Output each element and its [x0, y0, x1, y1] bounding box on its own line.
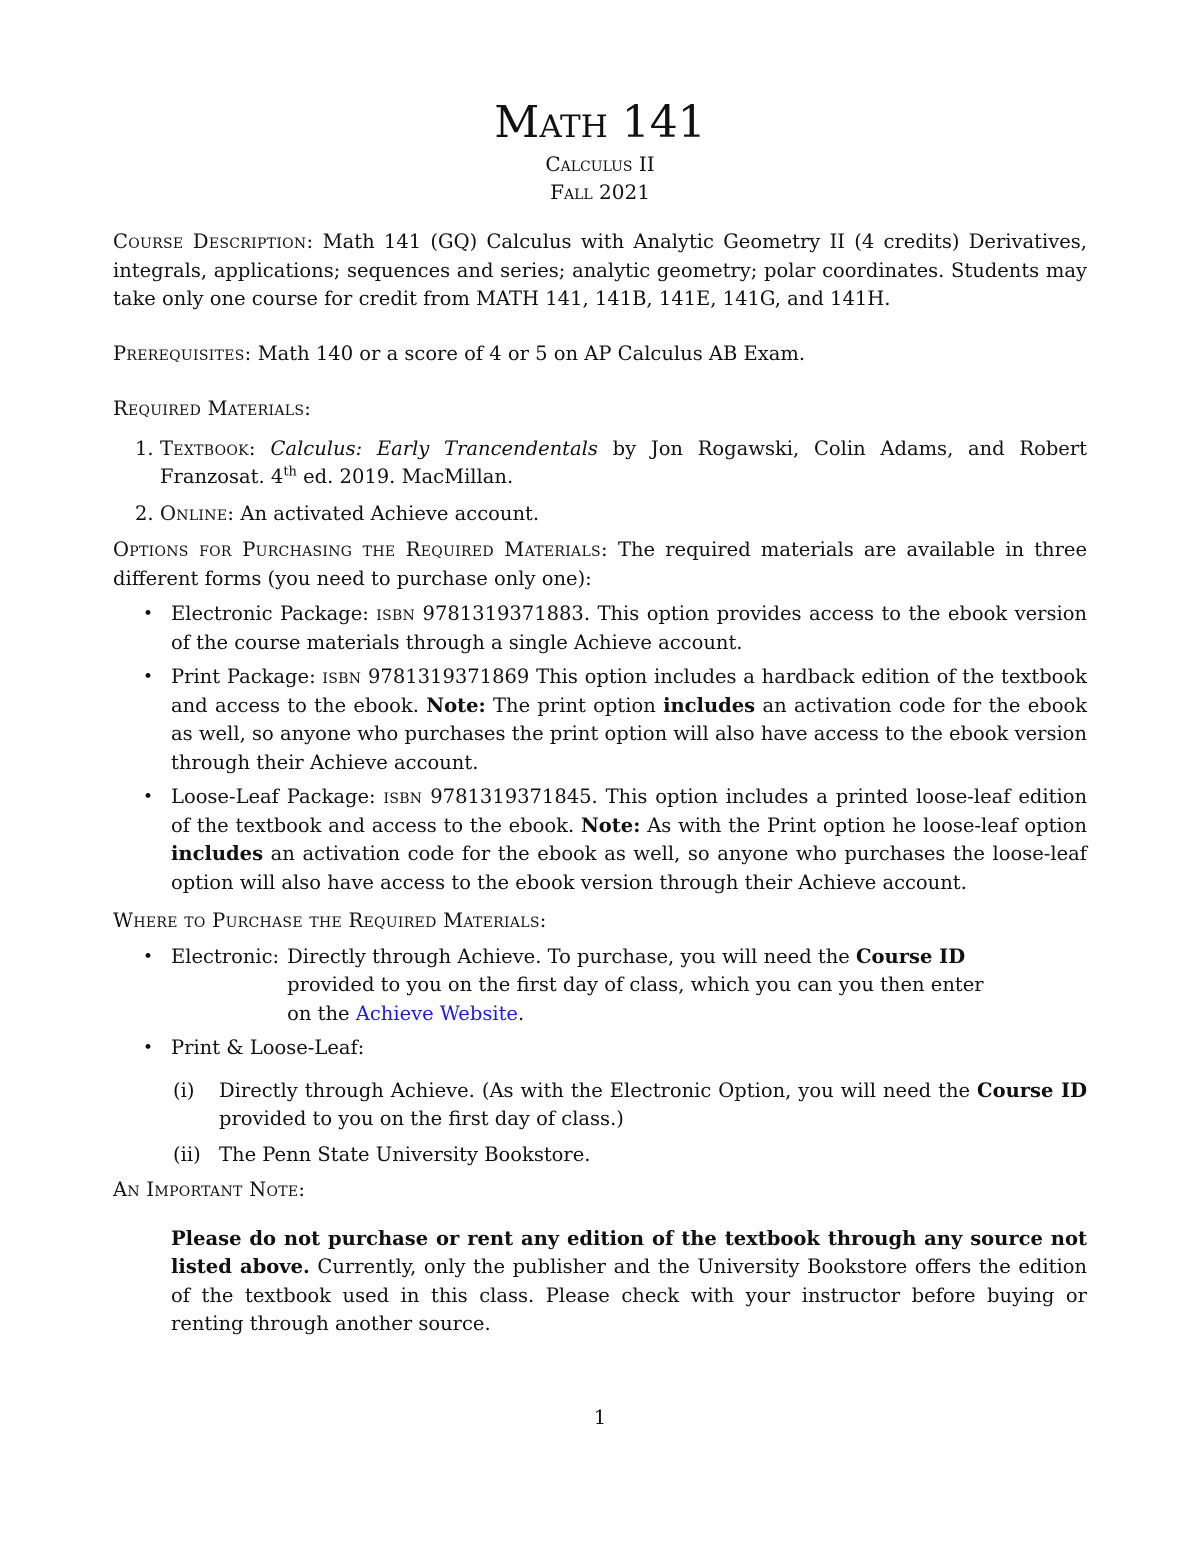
purchase-options-intro-paragraph [113, 536, 1087, 593]
prerequisites-label: Prerequisites: [113, 341, 252, 365]
course-term: Fall 2021 [550, 180, 650, 204]
purchase-options-list [113, 600, 1087, 897]
required-materials-label: Required Materials: [113, 397, 312, 420]
prerequisites [113, 340, 1087, 369]
note-emphasis: includes [663, 693, 756, 717]
option-text: This option includes a hardback edition of the textbook and access to the ebook. [171, 665, 1087, 717]
bullet-icon: • [143, 604, 154, 624]
roman-numeral: (i) [173, 1078, 195, 1102]
textbook-label: Textbook: [160, 436, 256, 460]
electronic-entry [171, 943, 1087, 1029]
list-item-electronic [113, 943, 1087, 1029]
page-number: 1 [593, 1406, 607, 1429]
required-materials-list [113, 435, 1087, 529]
important-note-label: An Important Note: [113, 1178, 306, 1201]
list-item-electronic-package [113, 600, 1087, 657]
roman-numeral: (ii) [173, 1142, 201, 1166]
electronic-text: Directly through Achieve. To purchase, you will need the [287, 944, 850, 968]
electronic-body [279, 943, 995, 1029]
note-text: an activation code for the ebook as well, so anyone who purchases the loose-leaf option will also have access to the ebook version through their Achieve account. [171, 842, 1088, 894]
sublist-text: provided to you on the first day of class.) [219, 1107, 624, 1130]
option-name: Electronic Package: [171, 602, 369, 625]
electronic-text-end: . [517, 1001, 525, 1025]
note-emphasis: includes [171, 842, 264, 865]
important-note-warning: Please do not purchase or rent any edition of the textbook through any source not listed above. [171, 1226, 1087, 1278]
sublist-item [113, 1077, 1087, 1134]
list-number: 1. [135, 436, 154, 460]
option-text: This option provides access to the ebook version of the course materials through a single Achieve account. [171, 602, 1087, 654]
textbook-title: Calculus: Early Trancendentals [270, 436, 598, 460]
list-item-online [113, 500, 1087, 529]
isbn-value: 9781319371869 [368, 665, 530, 688]
textbook-authors: by Jon Rogawski, Colin Adams, and Robert Franzosat. 4 [160, 436, 1088, 488]
list-item-textbook [113, 435, 1087, 492]
list-item-print-loose-leaf [113, 1034, 1087, 1063]
course-description [113, 228, 1087, 314]
list-number: 2. [135, 501, 154, 525]
edition-superscript: th [283, 464, 297, 480]
document-body [113, 0, 1087, 1339]
electronic-label: Electronic: [171, 944, 280, 968]
note-text: The print option [493, 693, 656, 717]
sublist-item [113, 1141, 1087, 1170]
required-materials [113, 395, 1087, 528]
option-text: This option includes a printed loose-leaf edition of the textbook and access to the ebook. [171, 785, 1088, 837]
isbn-value: 9781319371883. [422, 602, 591, 625]
note-text: an activation code for the ebook as well, so anyone who purchases the print option will also have access to the ebook version through their Achieve account. [171, 693, 1088, 774]
textbook-edition: ed. 2019. MacMillan. [303, 465, 514, 488]
note-text: As with the Print option he loose-leaf option [647, 813, 1087, 837]
where-to-purchase [113, 907, 1087, 1169]
important-note-body [113, 1225, 1087, 1339]
list-item-loose-leaf-package [113, 783, 1087, 897]
note-label: Note: [580, 813, 641, 837]
achieve-website-link[interactable]: Achieve Website [355, 1001, 518, 1025]
online-text: An activated Achieve account. [240, 501, 540, 525]
option-name: Print Package: [171, 665, 316, 688]
purchase-options-intro: The required materials are available in three different forms (you need to purchase only one): [113, 538, 1087, 590]
where-to-purchase-list [113, 943, 1087, 1063]
bullet-icon: • [143, 946, 154, 967]
bullet-icon: • [143, 1038, 154, 1058]
course-title: Math 141 [494, 97, 706, 148]
isbn-label: isbn [376, 602, 416, 625]
course-id-emphasis: Course ID [856, 944, 966, 968]
option-name: Loose-Leaf Package: [171, 785, 376, 808]
isbn-label: isbn [383, 785, 423, 808]
course-id-emphasis: Course ID [977, 1078, 1088, 1102]
sublist-text: The Penn State University Bookstore. [219, 1142, 591, 1166]
bullet-icon: • [143, 667, 154, 687]
bullet-icon: • [143, 787, 154, 807]
isbn-label: isbn [322, 665, 362, 688]
sublist-text: Directly through Achieve. (As with the Electronic Option, you will need the [219, 1078, 971, 1102]
course-description-text: Math 141 (GQ) Calculus with Analytic Geometry II (4 credits) Derivatives, integrals, applications; sequences and series; analytic geometry; polar coordinates. Students may take only one course for credit from MATH 141, 141B, 141E, 141G, and 141H. [113, 230, 1087, 310]
where-to-purchase-label: Where to Purchase the Required Materials: [113, 909, 547, 932]
important-note-text: Currently, only the publisher and the University Bookstore offers the edition of the textbook used in this class. Please check with your instructor before buying or renting through another source. [171, 1255, 1087, 1335]
isbn-value: 9781319371845. [430, 785, 598, 808]
print-loose-leaf-sublist [113, 1077, 1087, 1170]
course-description-label: Course Description: [113, 230, 314, 253]
course-subtitle: Calculus II [545, 152, 655, 176]
list-item-print-package [113, 663, 1087, 777]
print-loose-leaf-label: Print & Loose-Leaf: [171, 1036, 365, 1059]
online-label: Online: [160, 501, 235, 525]
important-note [113, 1176, 1087, 1339]
purchase-options-label: Options for Purchasing the Required Materials: [113, 538, 608, 561]
note-label: Note: [426, 693, 486, 717]
prerequisites-text: Math 140 or a score of 4 or 5 on AP Calculus AB Exam. [257, 341, 806, 365]
purchase-options [113, 536, 1087, 897]
electronic-text: provided to you on the first day of class, which you can you then enter on the [287, 973, 984, 1025]
title-block [113, 0, 1087, 206]
